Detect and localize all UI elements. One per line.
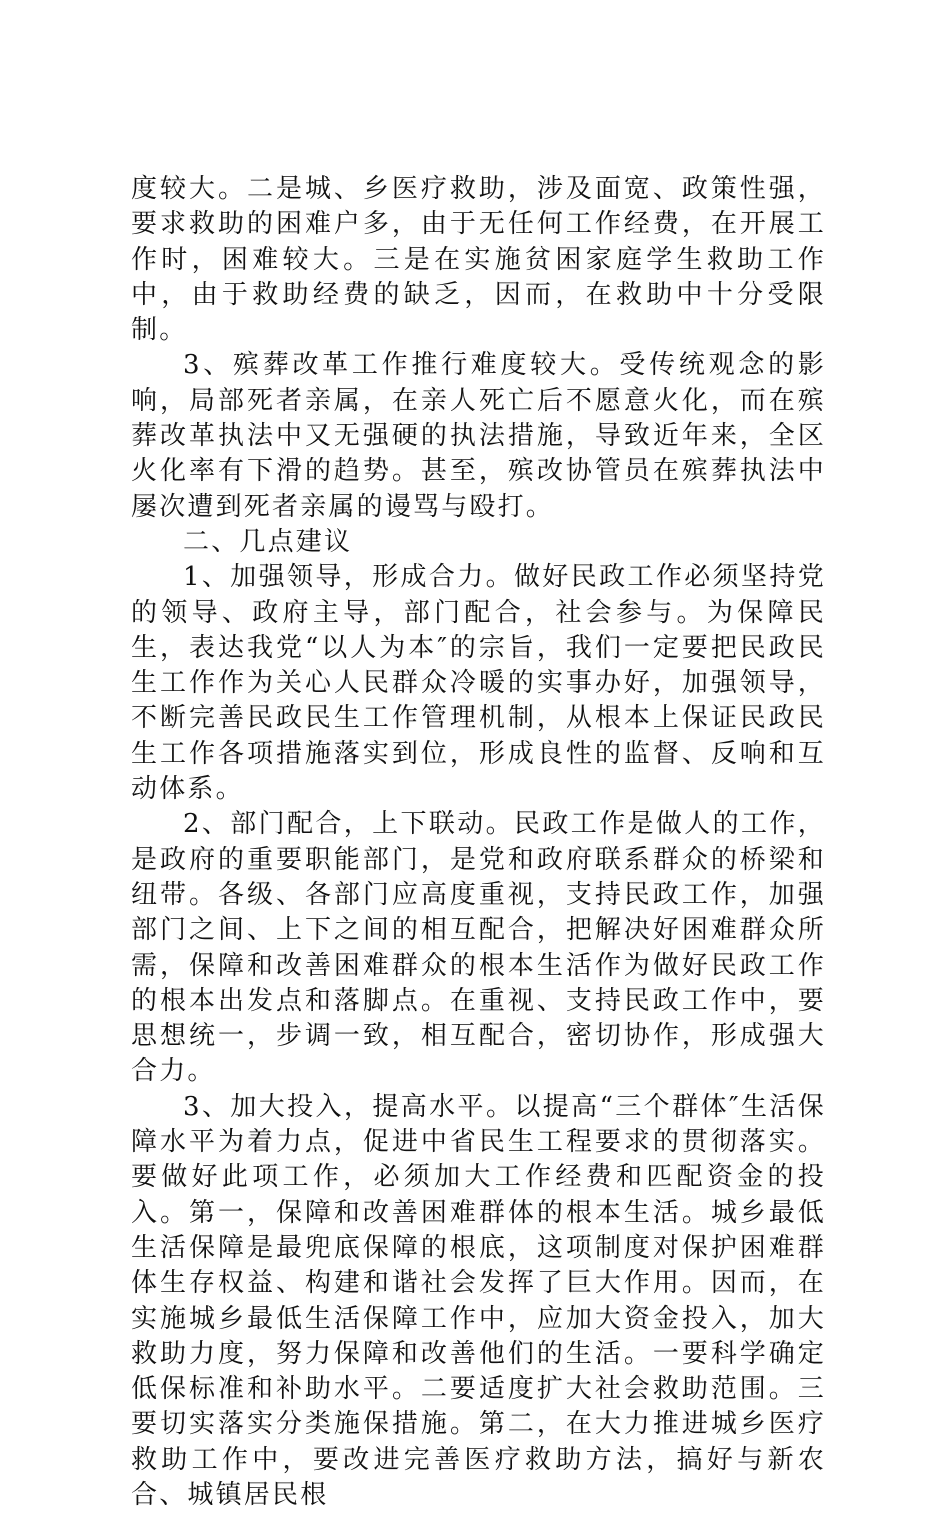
paragraph-leadership: 1、加强领导，形成合力。做好民政工作必须坚持党的领导、政府主导，部门配合，社会参与。为保障民生，表达我党“以人为本″的宗旨，我们一定要把民政民生工作作为关心人民群众冷暖的实事办好，加强领导，不断完善民政民生工作管理机制，从根本上保证民政民生工作各项措施落实到位，形成良性的监督、反响和互动体系。 bbox=[131, 562, 826, 805]
document-body bbox=[131, 172, 826, 1513]
paragraph-funeral-reform: 3、殡葬改革工作推行难度较大。受传统观念的影响，局部死者亲属，在亲人死亡后不愿意火化，而在殡葬改革执法中又无强硬的执法措施，导致近年来，全区火化率有下滑的趋势。甚至，殡改协管员在殡葬执法中屡次遭到死者亲属的谩骂与殴打。 bbox=[131, 350, 826, 522]
section-heading-suggestions: 二、几点建议 bbox=[183, 526, 353, 557]
paragraph-continuation: 度较大。二是城、乡医疗救助，涉及面宽、政策性强，要求救助的困难户多，由于无任何工作经费，在开展工作时，困难较大。三是在实施贫困家庭学生救助工作中，由于救助经费的缺乏，因而，在救助中十分受限制。 bbox=[131, 174, 826, 346]
paragraph-coordination: 2、部门配合，上下联动。民政工作是做人的工作，是政府的重要职能部门，是党和政府联系群众的桥梁和纽带。各级、各部门应高度重视，支持民政工作，加强部门之间、上下之间的相互配合，把解决好困难群众所需，保障和改善困难群众的根本生活作为做好民政工作的根本出发点和落脚点。在重视、支持民政工作中，要思想统一，步调一致，相互配合，密切协作，形成强大合力。 bbox=[131, 809, 826, 1087]
paragraph-investment: 3、加大投入，提高水平。以提高“三个群体″生活保障水平为着力点，促进中省民生工程要求的贯彻落实。要做好此项工作，必须加大工作经费和匹配资金的投入。第一，保障和改善困难群体的根本生活。城乡最低生活保障是最兜底保障的根底，这项制度对保护困难群体生存权益、构建和谐社会发挥了巨大作用。因而，在实施城乡最低生活保障工作中，应加大资金投入，加大救助力度，努力保障和改善他们的生活。一要科学确定低保标准和补助水平。二要适度扩大社会救助范围。三要切实落实分类施保措施。第二，在大力推进城乡医疗救助工作中，要改进完善医疗救助方法，搞好与新农合、城镇居民根 bbox=[131, 1091, 826, 1510]
